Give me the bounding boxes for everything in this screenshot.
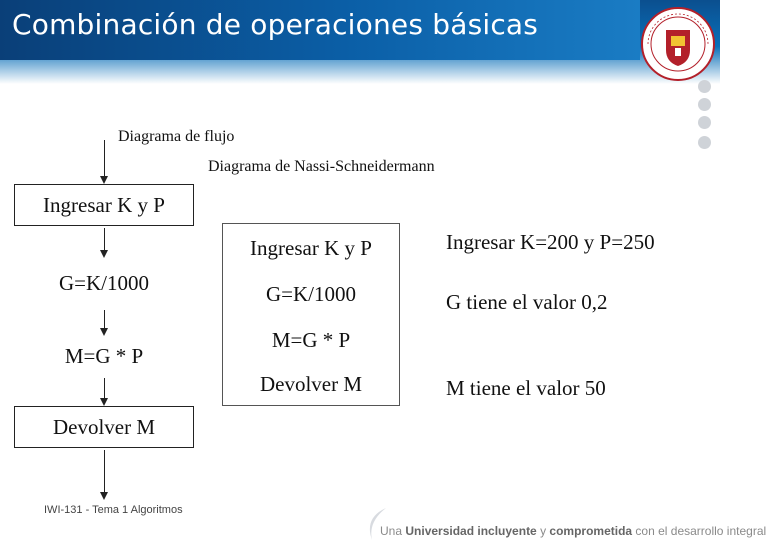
flow-step-label: Devolver M [52,414,156,439]
nassi-diagram [222,223,400,406]
slide-title: Combinación de operaciones básicas [12,8,539,41]
university-seal-icon [638,4,718,88]
decor-dot [698,136,711,149]
result-m: M tiene el valor 50 [446,376,606,400]
decor-dot [698,116,711,129]
slogan-part: y [536,524,550,538]
flow-diagram-label: Diagrama de flujo [118,128,235,145]
flow-arrow [104,378,105,404]
nassi-row: Devolver M [259,372,363,396]
nassi-diagram-label: Diagrama de Nassi-Schneidermann [208,158,435,175]
flow-arrow [104,228,105,256]
nassi-row: M=G * P [271,328,351,352]
result-g: G tiene el valor 0,2 [446,290,608,314]
flow-step-divide [14,258,194,308]
nassi-row: G=K/1000 [265,282,356,306]
flow-step-label: G=K/1000 [58,270,149,295]
result-input: Ingresar K=200 y P=250 [446,230,655,254]
slogan-part: Una [380,524,406,538]
decor-dot [698,98,711,111]
nassi-row: Ingresar K y P [250,236,372,260]
slogan-part: con el desarrollo integral [632,524,766,538]
header-bar [0,0,720,84]
slogan-emphasis: Universidad incluyente [405,524,537,538]
flow-step-label: M=G * P [64,343,144,368]
slogan-emphasis: comprometida [549,524,633,538]
flow-arrow [104,310,105,334]
flow-step-label: Ingresar K y P [43,192,165,217]
slogan-footer [380,524,766,538]
flow-arrow [104,140,105,182]
flow-step-input [14,184,194,226]
course-footer: IWI-131 - Tema 1 Algoritmos [44,504,183,516]
decor-dot [698,80,711,93]
flow-step-output [14,406,194,448]
flow-arrow [104,450,105,498]
flow-step-multiply [14,336,194,376]
